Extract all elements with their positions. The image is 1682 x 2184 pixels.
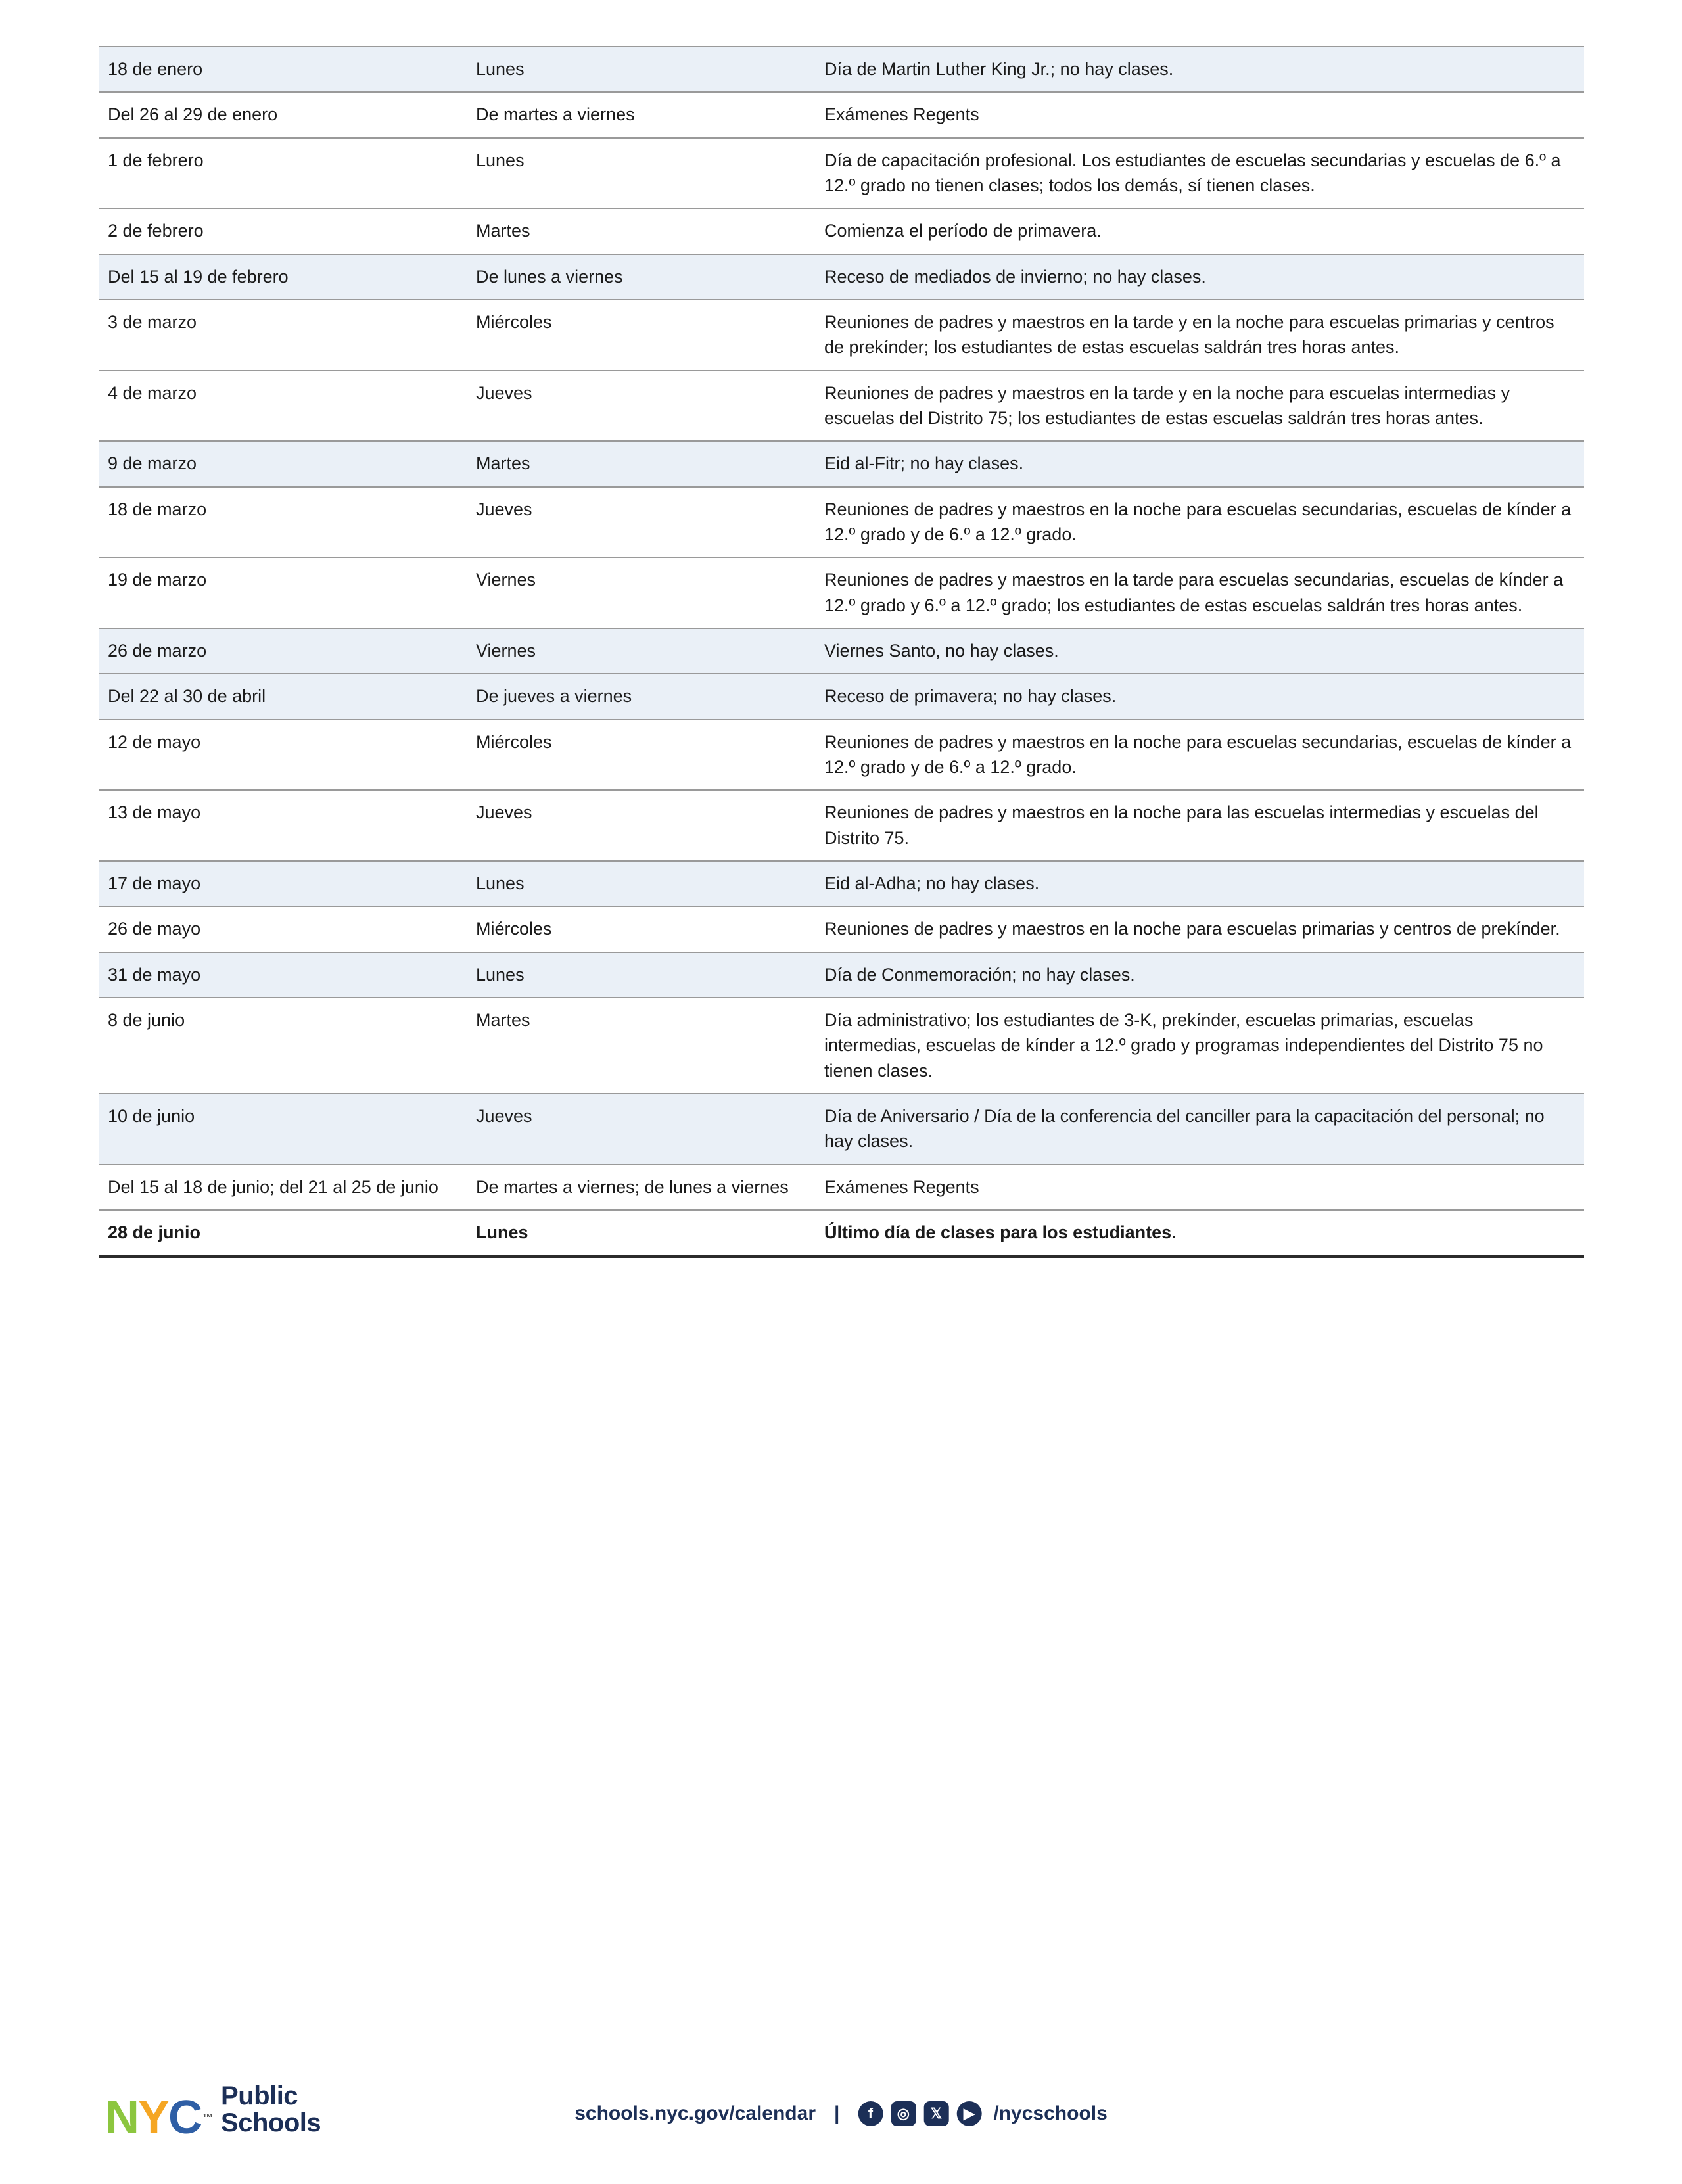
cell-date: 26 de mayo <box>99 906 467 952</box>
cell-description: Comienza el período de primavera. <box>815 208 1584 254</box>
cell-day: Miércoles <box>467 720 815 791</box>
table-row <box>99 1165 1584 1210</box>
cell-description: Exámenes Regents <box>815 1165 1584 1210</box>
footer-divider: | <box>833 2103 840 2124</box>
logo-letter-y: Y <box>138 2091 169 2144</box>
cell-date: Del 22 al 30 de abril <box>99 674 467 719</box>
page-footer <box>0 2046 1682 2145</box>
table-row <box>99 208 1584 254</box>
cell-day: De martes a viernes; de lunes a viernes <box>467 1165 815 1210</box>
cell-description: Último día de clases para los estudiantes. <box>815 1210 1584 1257</box>
cell-day: Martes <box>467 208 815 254</box>
cell-day: De jueves a viernes <box>467 674 815 719</box>
cell-description: Día de Conmemoración; no hay clases. <box>815 952 1584 998</box>
table-row <box>99 628 1584 674</box>
cell-description: Reuniones de padres y maestros en la tarde y en la noche para escuelas primarias y centros de prekínder; los estudiantes de estas escuelas saldrán tres horas antes. <box>815 300 1584 371</box>
cell-day: Miércoles <box>467 300 815 371</box>
cell-day: Lunes <box>467 47 815 92</box>
cell-date: Del 26 al 29 de enero <box>99 92 467 137</box>
cell-date: 12 de mayo <box>99 720 467 791</box>
social-links <box>858 2101 1107 2126</box>
logo-line-schools: Schools <box>221 2108 321 2138</box>
trademark-icon: ™ <box>202 2112 212 2124</box>
public-schools-wordmark <box>221 2083 321 2138</box>
cell-date: 3 de marzo <box>99 300 467 371</box>
cell-day: Lunes <box>467 952 815 998</box>
cell-description: Reuniones de padres y maestros en la noche para escuelas secundarias, escuelas de kínder a 12.º grado y de 6.º a 12.º grado. <box>815 487 1584 558</box>
cell-description: Receso de primavera; no hay clases. <box>815 674 1584 719</box>
calendar-rows <box>99 47 1584 1257</box>
cell-date: Del 15 al 19 de febrero <box>99 254 467 300</box>
table-row <box>99 92 1584 137</box>
cell-description: Día de capacitación profesional. Los estudiantes de escuelas secundarias y escuelas de 6.º a 12.º grado no tienen clases; todos los demás, sí tienen clases. <box>815 138 1584 209</box>
cell-day: De lunes a viernes <box>467 254 815 300</box>
nyc-public-schools-logo <box>105 2081 321 2144</box>
cell-day: Lunes <box>467 1210 815 1257</box>
cell-description: Eid al-Fitr; no hay clases. <box>815 441 1584 486</box>
cell-date: 9 de marzo <box>99 441 467 486</box>
cell-date: 18 de marzo <box>99 487 467 558</box>
cell-description: Reuniones de padres y maestros en la noche para escuelas primarias y centros de prekínder. <box>815 906 1584 952</box>
cell-day: Lunes <box>467 861 815 906</box>
cell-date: 19 de marzo <box>99 557 467 628</box>
cell-date: Del 15 al 18 de junio; del 21 al 25 de junio <box>99 1165 467 1210</box>
logo-line-public: Public <box>221 2081 298 2111</box>
table-row <box>99 1210 1584 1257</box>
table-row <box>99 952 1584 998</box>
cell-description: Receso de mediados de invierno; no hay clases. <box>815 254 1584 300</box>
cell-date: 31 de mayo <box>99 952 467 998</box>
cell-day: Viernes <box>467 557 815 628</box>
cell-description: Reuniones de padres y maestros en la noche para escuelas secundarias, escuelas de kínder a 12.º grado y de 6.º a 12.º grado. <box>815 720 1584 791</box>
cell-date: 28 de junio <box>99 1210 467 1257</box>
table-row <box>99 674 1584 719</box>
cell-day: De martes a viernes <box>467 92 815 137</box>
table-row <box>99 906 1584 952</box>
cell-day: Jueves <box>467 1094 815 1165</box>
cell-day: Miércoles <box>467 906 815 952</box>
table-row <box>99 487 1584 558</box>
nyc-wordmark <box>105 2091 212 2144</box>
cell-description: Exámenes Regents <box>815 92 1584 137</box>
table-row <box>99 47 1584 92</box>
table-row <box>99 441 1584 486</box>
cell-day: Jueves <box>467 371 815 442</box>
cell-description: Día de Martin Luther King Jr.; no hay clases. <box>815 47 1584 92</box>
cell-description: Reuniones de padres y maestros en la tarde y en la noche para escuelas intermedias y escuelas del Distrito 75; los estudiantes de estas escuelas saldrán tres horas antes. <box>815 371 1584 442</box>
table-row <box>99 790 1584 861</box>
cell-description: Día administrativo; los estudiantes de 3-K, prekínder, escuelas primarias, escuelas intermedias, escuelas de kínder a 12.º grado y programas independientes del Distrito 75 no tienen clases. <box>815 998 1584 1094</box>
cell-description: Reuniones de padres y maestros en la tarde para escuelas secundarias, escuelas de kínder a 12.º grado y 6.º a 12.º grado; los estudiantes de estas escuelas saldrán tres horas antes. <box>815 557 1584 628</box>
table-row <box>99 1094 1584 1165</box>
table-row <box>99 138 1584 209</box>
cell-date: 8 de junio <box>99 998 467 1094</box>
cell-description: Día de Aniversario / Día de la conferencia del canciller para la capacitación del personal; no hay clases. <box>815 1094 1584 1165</box>
table-row <box>99 998 1584 1094</box>
cell-date: 18 de enero <box>99 47 467 92</box>
youtube-icon[interactable]: ▶ <box>956 2101 981 2126</box>
cell-day: Lunes <box>467 138 815 209</box>
calendar-url[interactable]: schools.nyc.gov/calendar <box>574 2103 816 2124</box>
x-twitter-icon[interactable]: 𝕏 <box>923 2101 948 2126</box>
table-row <box>99 254 1584 300</box>
table-row <box>99 720 1584 791</box>
social-handle[interactable]: /nycschools <box>993 2103 1108 2124</box>
cell-date: 17 de mayo <box>99 861 467 906</box>
cell-date: 2 de febrero <box>99 208 467 254</box>
footer-contact <box>574 2101 1108 2126</box>
table-row <box>99 557 1584 628</box>
cell-date: 26 de marzo <box>99 628 467 674</box>
cell-day: Viernes <box>467 628 815 674</box>
table-row <box>99 861 1584 906</box>
logo-letter-c: C <box>168 2091 202 2144</box>
cell-date: 4 de marzo <box>99 371 467 442</box>
cell-description: Eid al-Adha; no hay clases. <box>815 861 1584 906</box>
cell-day: Jueves <box>467 487 815 558</box>
cell-description: Reuniones de padres y maestros en la noche para las escuelas intermedias y escuelas del Distrito 75. <box>815 790 1584 861</box>
instagram-icon[interactable]: ◎ <box>891 2101 916 2126</box>
cell-date: 13 de mayo <box>99 790 467 861</box>
school-calendar-table <box>99 46 1584 1258</box>
facebook-icon[interactable]: f <box>858 2101 883 2126</box>
logo-letter-n: N <box>105 2091 138 2144</box>
table-row <box>99 300 1584 371</box>
cell-day: Martes <box>467 441 815 486</box>
cell-date: 1 de febrero <box>99 138 467 209</box>
cell-date: 10 de junio <box>99 1094 467 1165</box>
cell-description: Viernes Santo, no hay clases. <box>815 628 1584 674</box>
table-row <box>99 371 1584 442</box>
cell-day: Jueves <box>467 790 815 861</box>
cell-day: Martes <box>467 998 815 1094</box>
